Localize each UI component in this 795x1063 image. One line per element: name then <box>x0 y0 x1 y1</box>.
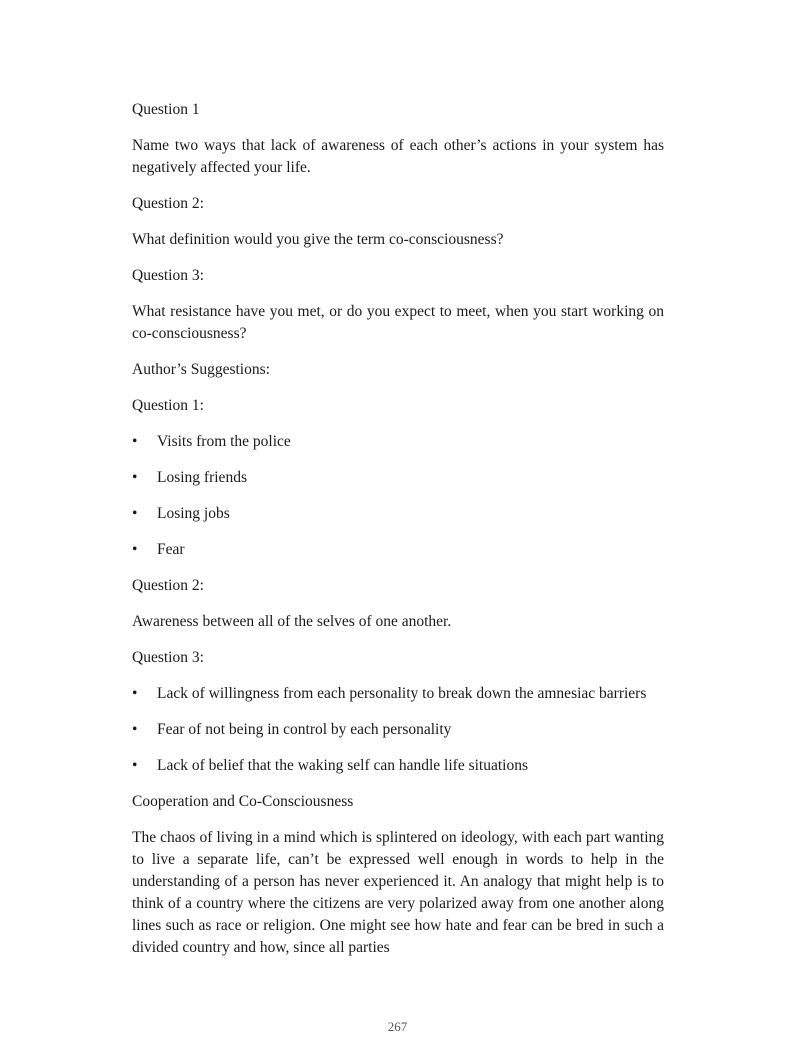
section-body: The chaos of living in a mind which is splintered on ideology, with each part wanting to live a separate life, can’t be expressed well enough in words to help in the understanding of a person has never experienced it. An analogy that might help is to think of a country where the citizens are very polarized away from one another along lines such as race or religion. One might see how hate and fear can be bred in such a divided country and how, since all parties <box>132 829 664 956</box>
bullet-icon: • <box>132 433 138 450</box>
list-item-text: Lack of belief that the waking self can handle life situations <box>157 757 529 774</box>
list-item-text: Losing jobs <box>157 505 230 522</box>
question-1-text: Name two ways that lack of awareness of each other’s actions in your system has negatively affected your life. <box>132 137 664 176</box>
suggestion-3-list <box>132 683 664 777</box>
page-number: 267 <box>387 1019 408 1034</box>
list-item-text: Fear <box>157 541 185 558</box>
bullet-icon: • <box>132 757 138 774</box>
page-content <box>132 99 664 973</box>
list-item-text: Lack of willingness from each personality to break down the amnesiac barriers <box>157 685 647 702</box>
list-item-text: Losing friends <box>157 469 247 486</box>
list-item <box>132 467 664 489</box>
list-item <box>132 755 664 777</box>
question-2-text: What definition would you give the term co-consciousness? <box>132 231 504 248</box>
suggestion-1-heading: Question 1: <box>132 397 204 414</box>
list-item-text: Visits from the police <box>157 433 291 450</box>
section-heading: Cooperation and Co-Consciousness <box>132 793 354 810</box>
suggestion-3-heading: Question 3: <box>132 649 204 666</box>
question-3-text: What resistance have you met, or do you expect to meet, when you start working on co-consciousness? <box>132 303 664 342</box>
list-item <box>132 683 664 705</box>
bullet-icon: • <box>132 469 138 486</box>
question-2-heading: Question 2: <box>132 195 204 212</box>
list-item <box>132 719 664 741</box>
authors-suggestions-heading: Author’s Suggestions: <box>132 361 270 378</box>
bullet-icon: • <box>132 541 138 558</box>
suggestion-1-list <box>132 431 664 561</box>
list-item <box>132 503 664 525</box>
question-3-heading: Question 3: <box>132 267 204 284</box>
list-item <box>132 431 664 453</box>
bullet-icon: • <box>132 505 138 522</box>
suggestion-2-heading: Question 2: <box>132 577 204 594</box>
question-1-heading: Question 1 <box>132 101 200 118</box>
suggestion-2-text: Awareness between all of the selves of one another. <box>132 613 452 630</box>
list-item <box>132 539 664 561</box>
bullet-icon: • <box>132 721 138 738</box>
list-item-text: Fear of not being in control by each personality <box>157 721 452 738</box>
bullet-icon: • <box>132 685 138 702</box>
